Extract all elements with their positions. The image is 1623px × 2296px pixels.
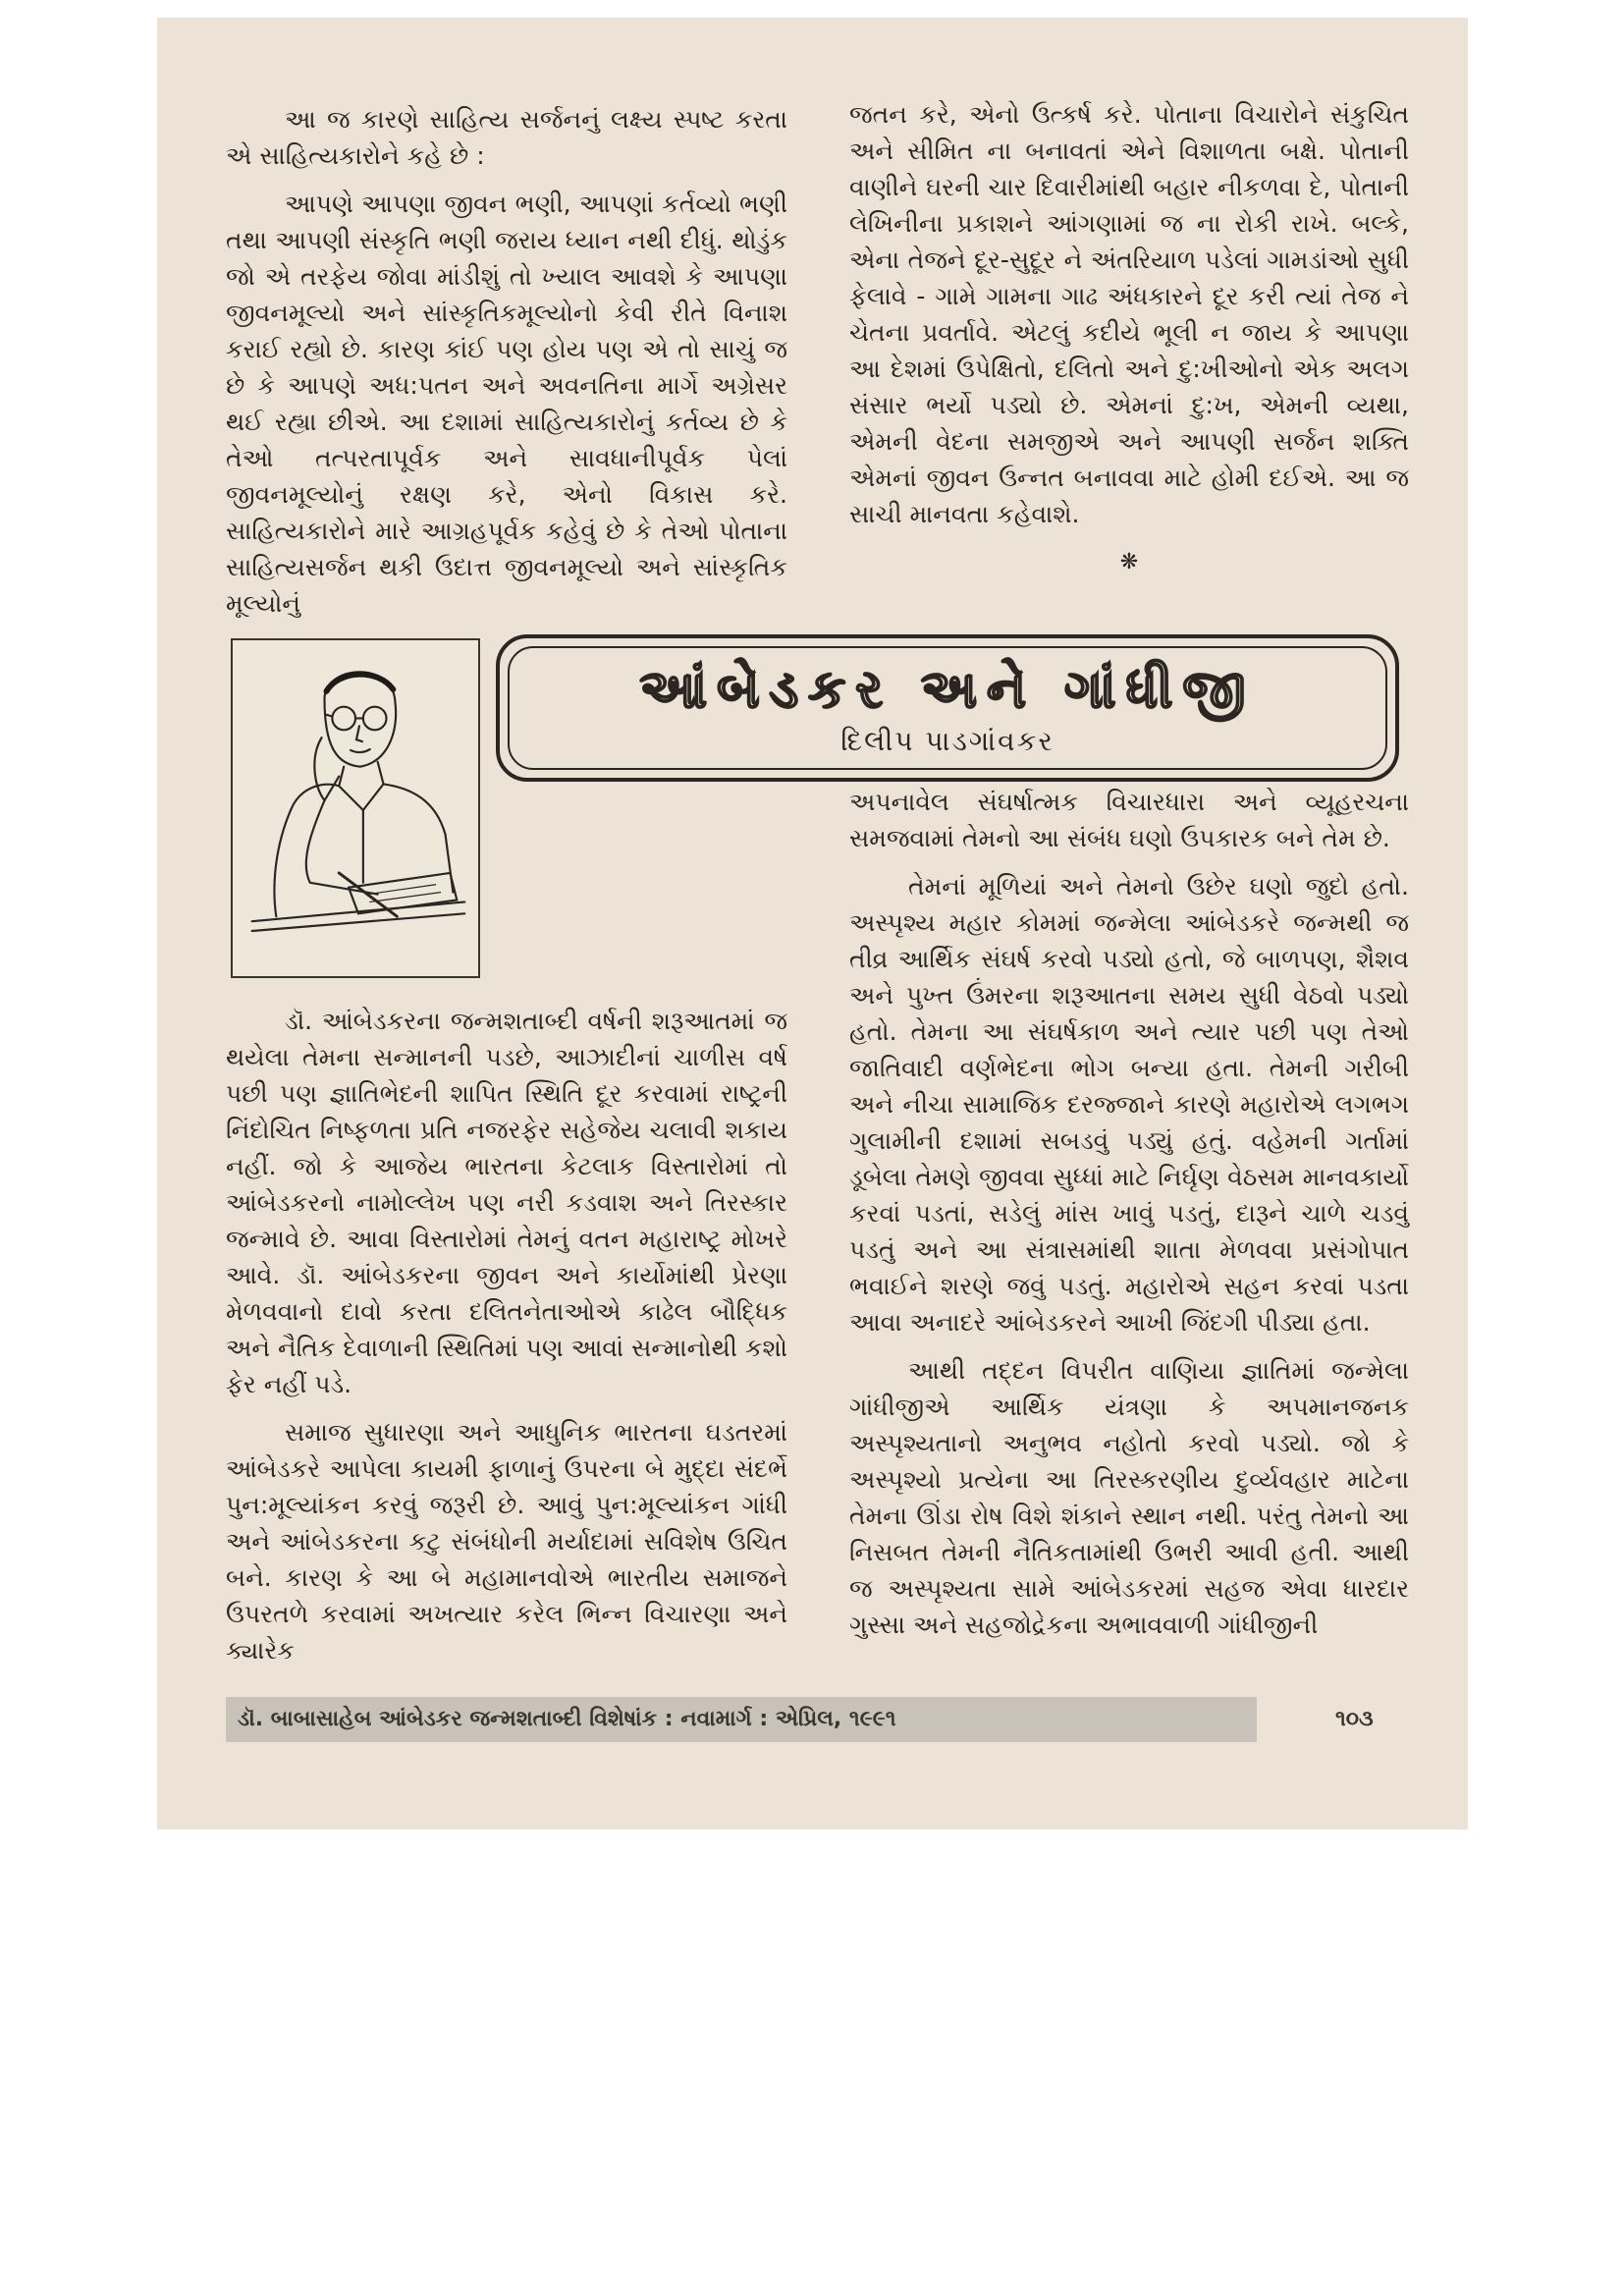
footer-banner: ડૉ. બાબાસાહેબ આંબેડકર જન્મશતાબ્દી વિશેષાંક : નવામાર્ગ : એપ્રિલ, ૧૯૯૧ <box>226 1697 1257 1742</box>
paragraph: તેમનાં મૂળિયાં અને તેમનો ઉછેર ઘણો જુદો હતો. અસ્પૃશ્ય મહાર કોમમાં જન્મેલા આંબેડકરે જન્મથી જ તીવ્ર આર્થિક સંઘર્ષ કરવો પડ્યો હતો, જે બાળપણ, શૈશવ અને પુખ્ત ઉંમરના શરૂઆતના સમય સુધી વેઠવો પડ્યો હતો. તેમના આ સંઘર્ષકાળ અને ત્યાર પછી પણ તેઓ જાતિવાદી વર્ણભેદના ભોગ બન્યા હતા. તેમની ગરીબી અને નીચા સામાજિક દરજ્જાને કારણે મહારોએ લગભગ ગુલામીની દશામાં સબડવું પડ્યું હતું. વહેમની ગર્તામાં ડૂબેલા તેમણે જીવવા સુધ્ધાં માટે નિર્ઘૃણ વેઠસમ માનવકાર્યો કરવાં પડતાં, સડેલું માંસ ખાવું પડતું, દારૂને ચાળે ચડવું પડતું અને આ સંત્રાસમાંથી શાતા મેળવવા પ્રસંગોપાત ભવાઈને શરણે જવું પડતું. મહારોએ સહન કરવાં પડતા આવા અનાદરે આંબેડકરને આખી જિંદગી પીડ્યા હતા. <box>849 872 1409 1337</box>
column-left-bottom <box>226 1003 787 1680</box>
column-right-top <box>849 96 1409 592</box>
section-separator: ❋ <box>1119 550 1139 574</box>
paragraph: અપનાવેલ સંઘર્ષાત્મક વિચારધારા અને વ્યૂહરચના સમજવામાં તેમનો આ સંબંધ ઘણો ઉપકારક બને તેમ છે. <box>849 788 1409 852</box>
column-right-bottom <box>849 784 1409 1655</box>
paragraph: જતન કરે, એનો ઉત્કર્ષ કરે. પોતાના વિચારોને સંકુચિત અને સીમિત ના બનાવતાં એને વિશાળતા બક્ષે. પોતાની વાણીને ઘરની ચાર દિવારીમાંથી બહાર નીકળવા દે, પોતાની લેખિનીના પ્રકાશને આંગણામાં જ ના રોકી રાખે. બલ્કે, એના તેજને દૂર-સુદૂર ને અંતરિયાળ પડેલાં ગામડાંઓ સુધી ફેલાવે - ગામે ગામના ગાઢ અંધકારને દૂર કરી ત્યાં તેજ ને ચેતના પ્રવર્તાવે. એટલું કદીયે ભૂલી ન જાય કે આપણા આ દેશમાં ઉપેક્ષિતો, દલિતો અને દુ:ખીઓનો એક અલગ સંસાર ભર્યો પડ્યો છે. એમનાં દુ:ખ, એમની વ્યથા, એમની વેદના સમજીએ અને આપણી સર્જન શક્તિ એમનાં જીવન ઉન્નત બનાવવા માટે હોમી દઈએ. આ જ સાચી માનવતા કહેવાશે. <box>849 100 1409 528</box>
article-author: દિલીપ પાડગાંવકર <box>840 725 1055 757</box>
column-left-top <box>226 101 787 633</box>
paragraph: આપણે આપણા જીવન ભણી, આપણાં કર્તવ્યો ભણી તથા આપણી સંસ્કૃતિ ભણી જરાય ધ્યાન નથી દીધું. થોડુંક જો એ તરફેય જોવા માંડીશું તો ખ્યાલ આવશે કે આપણા જીવનમૂલ્યો અને સાંસ્કૃતિકમૂલ્યોનો કેવી રીતે વિનાશ કરાઈ રહ્યો છે. કારણ કાંઈ પણ હોય પણ એ તો સાચું જ છે કે આપણે અધ:પતન અને અવનતિના માર્ગે અગ્રેસર થઈ રહ્યા છીએ. આ દશામાં સાહિત્યકારોનું કર્તવ્ય છે કે તેઓ તત્પરતાપૂર્વક અને સાવધાનીપૂર્વક પેલાં જીવનમૂલ્યોનું રક્ષણ કરે, એનો વિકાસ કરે. સાહિત્યકારોને મારે આગ્રહપૂર્વક કહેવું છે કે તેઓ પોતાના સાહિત્યસર્જન થકી ઉદાત્ત જીવનમૂલ્યો અને સાંસ્કૃતિક મૂલ્યોનું <box>226 190 787 618</box>
article-title-banner <box>496 634 1399 782</box>
page-number: ૧૦૩ <box>1335 1707 1374 1731</box>
ambedkar-portrait-illustration <box>231 638 480 978</box>
magazine-page <box>157 18 1468 1830</box>
paragraph: આ જ કારણે સાહિત્ય સર્જનનું લક્ષ્ય સ્પષ્ટ કરતા એ સાહિત્યકારોને કહે છે : <box>226 105 787 170</box>
paragraph: આથી તદ્દન વિપરીત વાણિયા જ્ઞાતિમાં જન્મેલા ગાંધીજીએ આર્થિક યંત્રણા કે અપમાનજનક અસ્પૃશ્યતાનો અનુભવ નહોતો કરવો પડ્યો. જો કે અસ્પૃશ્યો પ્રત્યેના આ તિરસ્કરણીય દુર્વ્યવહાર માટેના તેમના ઊંડા રોષ વિશે શંકાને સ્થાન નથી. પરંતુ તેમનો આ નિસબત તેમની નૈતિકતામાંથી ઉભરી આવી હતી. આથી જ અસ્પૃશ્યતા સામે આંબેડકરમાં સહજ એવા ધારદાર ગુસ્સા અને સહજોદ્રેકના અભાવવાળી ગાંધીજીની <box>849 1356 1409 1639</box>
paragraph: સમાજ સુધારણા અને આધુનિક ભારતના ઘડતરમાં આંબેડકરે આપેલા કાયમી ફાળાનું ઉપરના બે મુદ્દા સંદર્ભે પુન:મૂલ્યાંકન કરવું જરૂરી છે. આવું પુન:મૂલ્યાંકન ગાંધી અને આંબેડકરના કટુ સંબંધોની મર્યાદામાં સવિશેષ ઉચિત બને. કારણ કે આ બે મહામાનવોએ ભારતીય સમાજને ઉપરતળે કરવામાં અખત્યાર કરેલ ભિન્ન વિચારણા અને ક્યારેક <box>226 1418 787 1665</box>
article-title: આંબેડકર અને ગાંધીજી <box>639 658 1256 720</box>
paragraph: ડૉ. આંબેડકરના જન્મશતાબ્દી વર્ષની શરૂઆતમાં જ થયેલા તેમના સન્માનની પડછે, આઝાદીનાં ચાળીસ વર્ષ પછી પણ જ્ઞાતિભેદની શાપિત સ્થિતિ દૂર કરવામાં રાષ્ટ્રની નિંદોચિત નિષ્ફળતા પ્રતિ નજરફેર સહેજેય ચલાવી શકાય નહીં. જો કે આજેય ભારતના કેટલાક વિસ્તારોમાં તો આંબેડકરનો નામોલ્લેખ પણ નરી કડવાશ અને તિરસ્કાર જન્માવે છે. આવા વિસ્તારોમાં તેમનું વતન મહારાષ્ટ્ર મોખરે આવે. ડૉ. આંબેડકરના જીવન અને કાર્યોમાંથી પ્રેરણા મેળવવાનો દાવો કરતા દલિતનેતાઓએ કાઢેલ બૌદ્ધિક અને નૈતિક દેવાળાની સ્થિતિમાં પણ આવાં સન્માનોથી કશો ફેર નહીં પડે. <box>226 1007 787 1398</box>
